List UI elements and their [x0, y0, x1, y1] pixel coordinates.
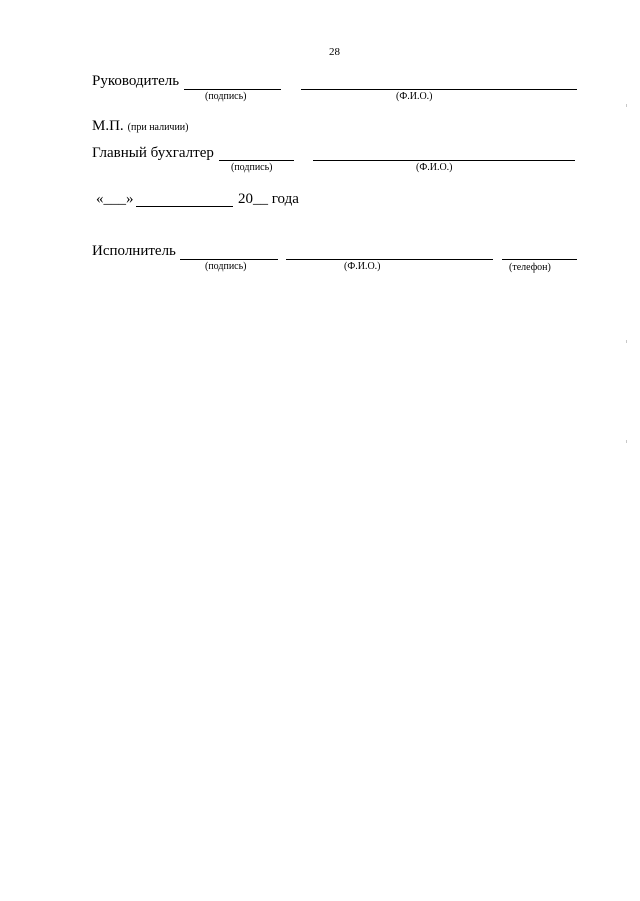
executor-phone-caption: (телефон) [509, 262, 551, 273]
date-year-row [238, 191, 299, 208]
scan-artifact [626, 104, 627, 107]
head-signature-caption: (подпись) [205, 91, 247, 102]
date-month-line[interactable] [136, 206, 233, 207]
stamp-row [92, 117, 189, 135]
head-label: Руководитель [92, 73, 180, 89]
chief-accountant-label: Главный бухгалтер [92, 145, 214, 161]
executor-signature-line[interactable] [180, 259, 278, 260]
scan-artifact [626, 440, 627, 443]
executor-name-line[interactable] [286, 259, 493, 260]
executor-phone-line[interactable] [502, 259, 577, 260]
date-year-prefix: 20 [238, 191, 253, 207]
page-number: 28 [329, 46, 340, 58]
date-year-word: года [271, 191, 299, 207]
date-year-blank[interactable]: __ [253, 191, 268, 207]
stamp-label: М.П. [92, 118, 124, 134]
chief-accountant-signature-caption: (подпись) [231, 162, 273, 173]
chief-accountant-name-caption: (Ф.И.О.) [416, 162, 453, 173]
executor-signature-caption: (подпись) [205, 261, 247, 272]
head-name-caption: (Ф.И.О.) [396, 91, 433, 102]
scan-artifact [626, 340, 627, 343]
date-open-quote: « [96, 191, 104, 207]
chief-accountant-signature-line[interactable] [219, 160, 294, 161]
chief-accountant-name-line[interactable] [313, 160, 575, 161]
date-close-quote: » [126, 191, 134, 207]
head-signature-line[interactable] [184, 89, 281, 90]
stamp-note: (при наличии) [127, 122, 189, 133]
date-row [96, 191, 134, 208]
executor-label: Исполнитель [92, 243, 176, 259]
date-day-blank[interactable]: ___ [103, 191, 126, 207]
head-name-line[interactable] [301, 89, 577, 90]
executor-name-caption: (Ф.И.О.) [344, 261, 381, 272]
